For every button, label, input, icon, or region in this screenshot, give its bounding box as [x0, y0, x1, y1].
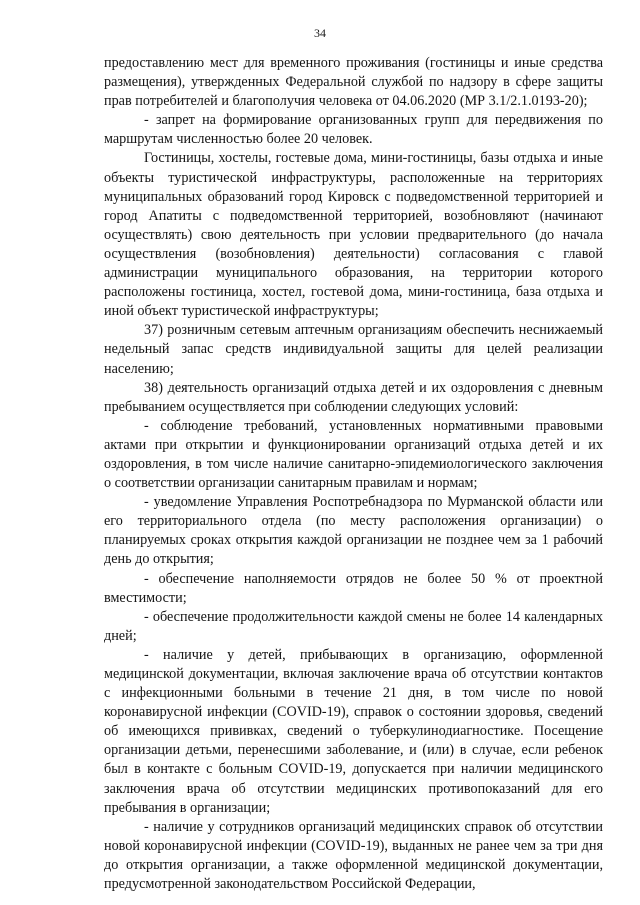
- paragraph-shift-duration: - обеспечение продолжительности каждой смены не более 14 календарных дней;: [104, 608, 603, 644]
- paragraph-notification: - уведомление Управления Роспотребнадзора по Мурманской области или его территориального отдела (по месту расположения организации) о планируемых сроках открытия каждой организации не позднее чем за 1 рабочий день до открытия;: [104, 494, 603, 568]
- paragraph-occupancy: - обеспечение наполняемости отрядов не более 50 % от проектной вместимости;: [104, 570, 603, 606]
- paragraph-accommodation-continued: предоставлению мест для временного проживания (гостиницы и иные средства размещения), утвержденных Федеральной службой по надзору в сфере защиты прав потребителей и благополучия человека от 04.06.2020 (МР 3.1/2.1.0193-20);: [104, 55, 603, 110]
- page-number: 34: [314, 26, 326, 40]
- paragraph-item-37: 37) розничным сетевым аптечным организациям обеспечить неснижаемый недельный запас средств индивидуальной защиты для целей реализации населению;: [104, 322, 603, 377]
- paragraph-staff-certificates: - наличие у сотрудников организаций медицинских справок об отсутствии новой коронавирусной инфекции (COVID-19), выданных не ранее чем за три дня до открытия организации, а также оформленной медицинской документации, предусмотренной законодательством Российской Федерации,: [104, 818, 603, 893]
- paragraph-requirements-compliance: - соблюдение требований, установленных нормативными правовыми актами при открытии и функционировании организаций отдыха детей и их оздоровления, в том числе наличие санитарно-эпидемиологического заключения о соответствии организации санитарным правилам и нормам;: [104, 417, 603, 492]
- paragraph-children-documents: - наличие у детей, прибывающих в организацию, оформленной медицинской документации, включая заключение врача об отсутствии контактов с инфекционными больными в течение 21 дня, в том числе по новой коронавирусной инфекции (COVID-19), справок о состоянии здоровья, сведений об имеющихся прививках, сведений о туберкулинодиагностике. Посещение организации детьми, перенесшими заболевание, и (или) в случае, если ребенок был в контакте с больным COVID-19, допускается при наличии медицинского заключения врача об отсутствии медицинских противопоказаний для его пребывания в организации;: [104, 646, 603, 816]
- paragraph-item-38: 38) деятельность организаций отдыха детей и их оздоровления с дневным пребыванием осуществляется при соблюдении следующих условий:: [104, 379, 603, 415]
- paragraph-group-ban: - запрет на формирование организованных групп для передвижения по маршрутам численностью более 20 человек.: [104, 112, 603, 148]
- paragraph-hotels: Гостиницы, хостелы, гостевые дома, мини-гостиницы, базы отдыха и иные объекты туристической инфраструктуры, расположенные на территориях муниципальных образований город Кировск с подведомственной территорией и город Апатиты с подведомственной территорией, возобновляют (начинают осуществлять) свою деятельность при условии предварительного (до начала осуществления (возобновления) деятельности) согласования с главой администрации муниципального образования, на территории которого расположены гостиница, хостел, гостевой дома, мини-гостиница, база отдыха и иной объект туристической инфраструктуры;: [104, 150, 603, 320]
- document-body: [104, 54, 603, 894]
